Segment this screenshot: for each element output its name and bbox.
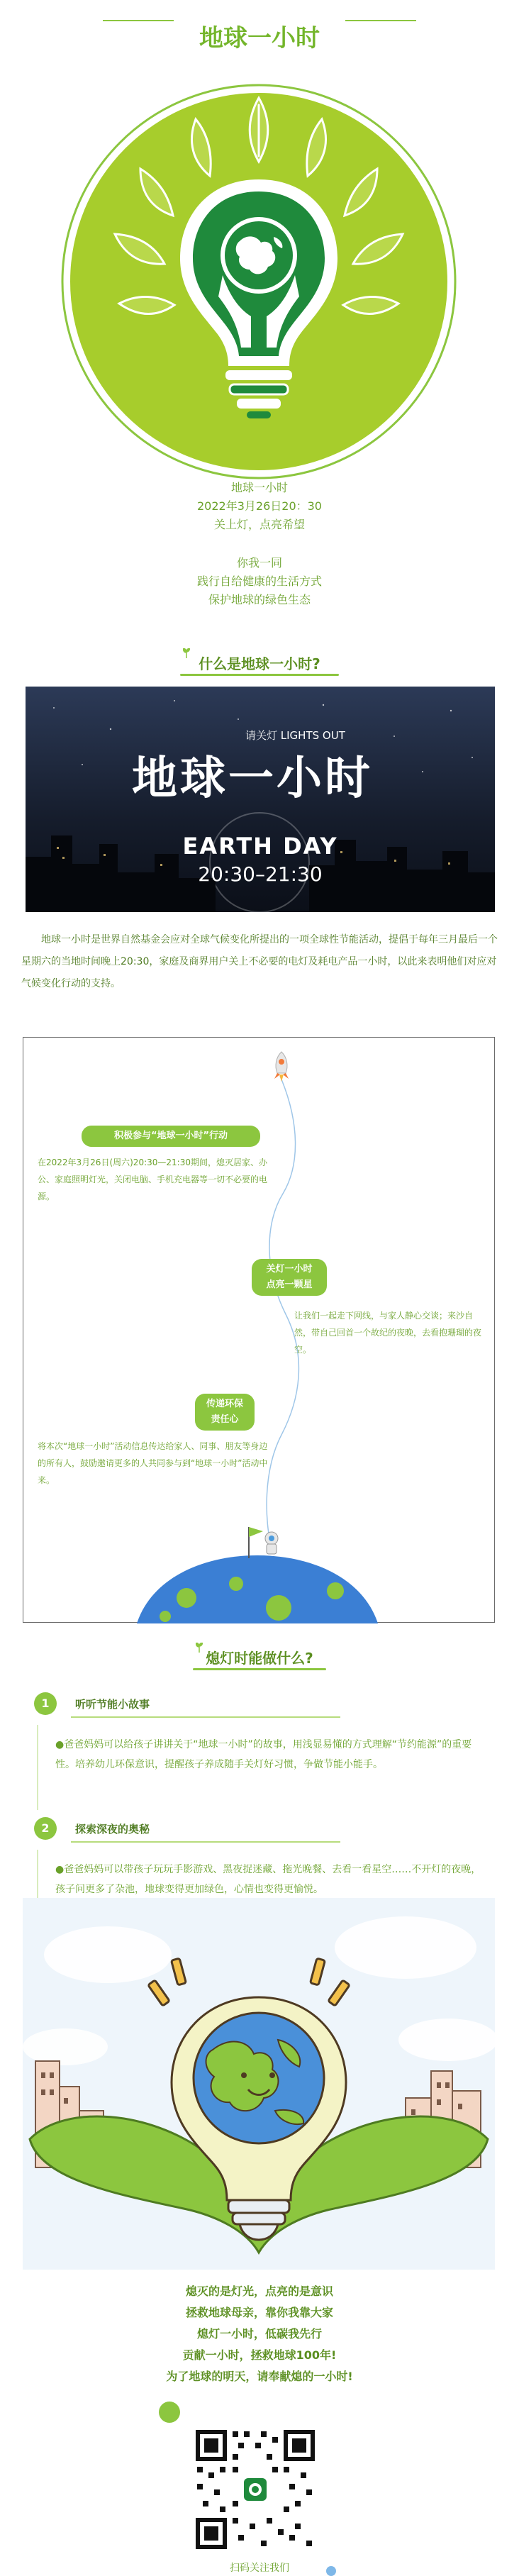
decor-dot (159, 2402, 180, 2423)
timeline-item-2-title: 关灯一小时 点亮一颗星 (252, 1259, 327, 1296)
timeline-item-2-text: 让我们一起走下网线，与家人静心交谈；来沙自然，带自己回首一个故纪的夜晚，去看抱珊瑚的夜空。 (294, 1311, 482, 1355)
item-1-side-rule (37, 1725, 38, 1810)
timeline-item-3-title: 传递环保 责任心 (195, 1394, 255, 1431)
item-1-text: ●爸爸妈妈可以给孩子讲讲关于“地球一小时”的故事，用浅显易懂的方式理解“节约能源”的重要性。培养幼儿环保意识，提醒孩子养成随手关灯好习惯，争做节能小能手。 (55, 1739, 472, 1770)
slogan-line-1: 你我一同 (236, 556, 282, 570)
poster-sub-text: EARTH DAY (182, 833, 338, 860)
slogan-line-3: 保护地球的绿色生态 (208, 593, 311, 606)
section-underline (180, 674, 339, 676)
item-2-text: ●爸爸妈妈可以带孩子玩玩手影游戏、黑夜捉迷藏、拖光晚餐、去看一看星空……不开灯的夜晚，孩子问更多了杂池，地球变得更加绿色，心情也变得更愉悦。 (55, 1864, 481, 1895)
activity-timeline (23, 1037, 495, 1623)
closing-line-1: 熄灭的是灯光，点亮的是意识 (185, 2284, 333, 2298)
intro-paragraph: 地球一小时是世界自然基金会应对全球气候变化所提出的一项全球性节能活动，提倡于每年三月最后一个星期六的当地时间晚上20:30，家庭及商界用户关上不必要的电灯及耗电产品一小时，以此来表明他们对应对气候变化行动的支持。 (21, 934, 498, 989)
earth-in-bulb-illustration (23, 1898, 495, 2270)
item-number-2: 2 (34, 1817, 57, 1840)
timeline-item-1-text: 在2022年3月26日(周六)20:30—21:30期间，熄灭居家、办公、家庭照明灯光，关闭电脑、手机充电器等一切不必要的电源。 (38, 1157, 268, 1201)
intro-line-2: 2022年3月26日20：30 (197, 499, 322, 513)
closing-line-4: 贡献一小时，拯救地球100年! (182, 2348, 337, 2362)
poster-time-text: 20:30–21:30 (198, 862, 323, 886)
item-1-title: 听听节能小故事 (75, 1698, 150, 1711)
item-1-underline (71, 1716, 340, 1718)
poster-big-text: 地球一小时 (132, 752, 373, 805)
slogan-line-2: 践行自给健康的生活方式 (196, 574, 322, 588)
section-underline (193, 1668, 326, 1670)
closing-line-2: 拯救地球母亲，靠你我靠大家 (185, 2306, 333, 2319)
section-title-what-is: 什么是地球一小时? (199, 655, 320, 672)
item-2-title: 探索深夜的奥秘 (75, 1823, 150, 1836)
closing-line-5: 为了地球的明天，请奉献熄的一小时! (166, 2370, 353, 2383)
earth-lightbulb-illustration (61, 84, 457, 479)
timeline-item-3-text: 将本次“地球一小时”活动信息传达给家人、同事、朋友等身边的所有人，鼓励邀请更多的人共同参与到“地球一小时”活动中来。 (38, 1441, 268, 1485)
closing-line-3: 熄灯一小时，低碳我先行 (196, 2327, 322, 2341)
timeline-item-1-title: 积极参与“地球一小时”行动 (82, 1126, 260, 1147)
qr-code[interactable] (193, 2427, 318, 2552)
intro-line-3: 关上灯，点亮希望 (213, 518, 305, 531)
poster-top-label: 请关灯 LIGHTS OUT (245, 729, 345, 742)
section-title-what-to-do: 熄灯时能做什么? (206, 1650, 313, 1667)
item-2-underline (71, 1841, 340, 1843)
intro-line-1: 地球一小时 (230, 481, 288, 494)
item-number-1: 1 (34, 1692, 57, 1715)
page-title: 地球一小时 (199, 24, 320, 52)
qr-caption: 扫码关注我们 (230, 2563, 289, 2574)
earth-hour-poster (26, 687, 495, 912)
